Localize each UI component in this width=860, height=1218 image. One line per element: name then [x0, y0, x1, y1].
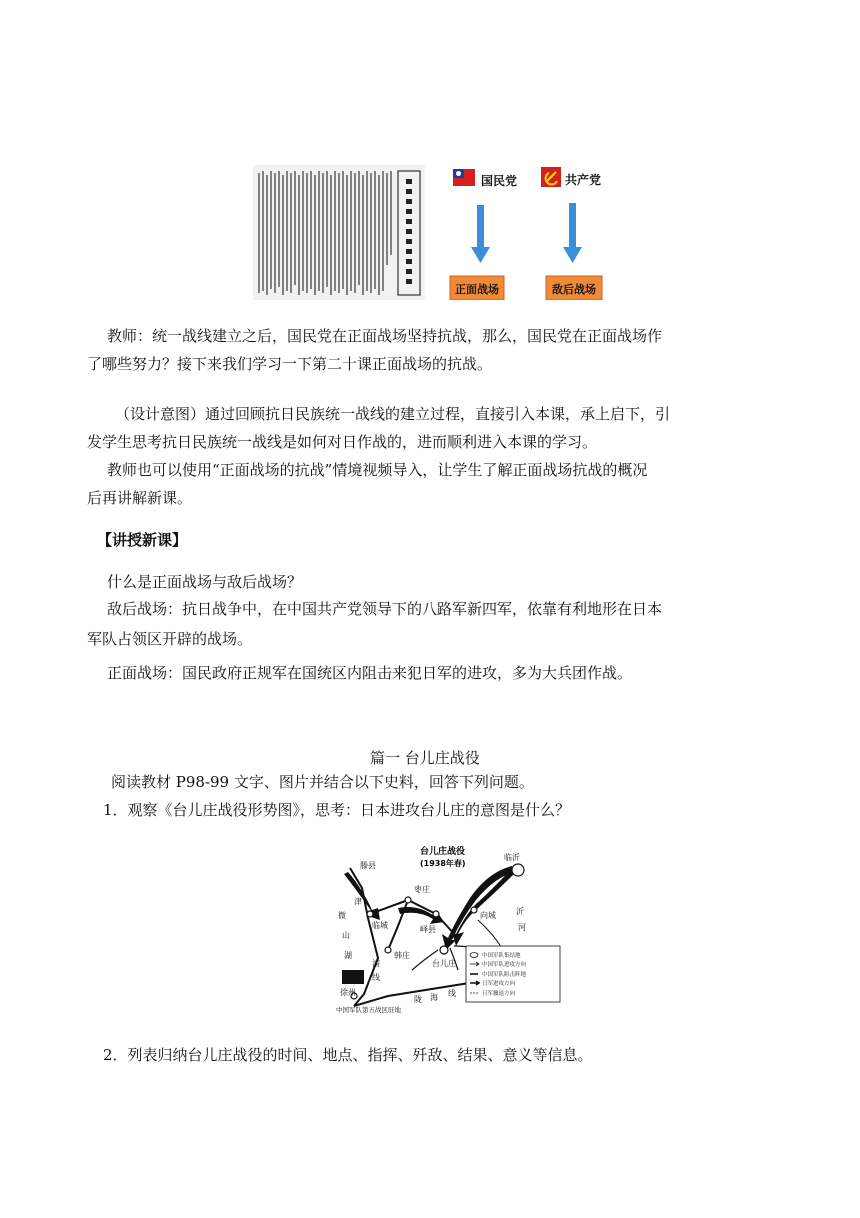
map-place-long: 陇	[414, 995, 422, 1004]
map-base-label: 中国军队第五战区驻地	[336, 1006, 401, 1014]
map-place-yi: 沂	[516, 907, 524, 916]
map-legend	[466, 946, 560, 1002]
rear-battlefield-line-2: 军队占领区开辟的战场。	[87, 630, 253, 648]
scanned-document-image	[253, 165, 425, 300]
legend-item-3: 中国军队阻击阵地	[482, 972, 527, 978]
map-subtitle: (1938年春)	[420, 859, 466, 868]
map-place-shan: 山	[342, 931, 350, 940]
front-battlefield-label: 正面战场	[455, 283, 499, 296]
design-line-2: 发学生思考抗日民族统一战线是如何对日作战的，进而顺利进入本课的学习。	[87, 433, 598, 451]
legend-item-4: 日军进攻方向	[482, 981, 516, 987]
part1-instruction: 阅读教材 P98-99 文字、图片并结合以下史料，回答下列问题。	[111, 773, 534, 791]
map-place-wei: 微	[338, 911, 346, 920]
rear-battlefield-label: 敌后战场	[552, 283, 596, 296]
front-battlefield-line: 正面战场：国民政府正规军在国统区内阻击来犯日军的进攻，多为大兵团作战。	[107, 664, 633, 682]
ccp-emblem-icon	[541, 167, 561, 187]
legend-item-1: 中国军队集结地	[482, 953, 521, 959]
map-place-xian2: 线	[448, 989, 456, 998]
map-place-xian: 线	[372, 973, 380, 982]
question-1: 1．观察《台儿庄战役形势图》，思考：日本进攻台儿庄的意图是什么？	[103, 801, 571, 819]
rear-battlefield-line-1: 敌后战场：抗日战争中，在中国共产党领导下的八路军新四军，依靠有利地形在日本	[107, 600, 663, 618]
taierzhuang-battle-map	[328, 838, 564, 1028]
concept-question: 什么是正面战场与敌后战场？	[107, 573, 303, 591]
map-title: 台儿庄战役	[420, 847, 466, 857]
map-place-taierzhuang: 台儿庄	[432, 959, 456, 968]
legend-item-5: 日军撤退方向	[482, 991, 516, 997]
map-place-hu: 湖	[344, 951, 352, 960]
map-place-linyi: 临沂	[504, 853, 520, 862]
map-place-he: 河	[518, 923, 526, 932]
map-place-hanzhuang: 韩庄	[394, 951, 410, 960]
united-front-figure	[253, 165, 613, 300]
map-place-yixian: 峄县	[420, 925, 436, 934]
ccp-label: 共产党	[565, 173, 602, 187]
map-place-xuzhou: 徐州	[340, 988, 356, 997]
map-place-tengxian: 滕县	[360, 861, 376, 870]
part1-title: 篇一 台儿庄战役	[370, 749, 480, 767]
map-place-zaozhuang: 枣庄	[414, 885, 430, 894]
kmt-arrow-icon	[471, 205, 490, 263]
map-place-hai: 海	[430, 993, 438, 1002]
design-line-1: （设计意图）通过回顾抗日民族统一战线的建立过程，直接引入本课，承上启下，引	[115, 405, 671, 423]
map-place-lincheng: 临城	[372, 921, 388, 930]
kmt-label: 国民党	[481, 174, 518, 188]
design-line-4: 后再讲解新课。	[87, 489, 193, 507]
question-2: 2．列表归纳台儿庄战役的时间、地点、指挥、歼敌、结果、意义等信息。	[103, 1046, 593, 1064]
map-place-pu: 浦	[372, 959, 380, 968]
base-flag-icon	[342, 970, 364, 984]
intro-line-2: 了哪些努力？接下来我们学习一下第二十课正面战场的抗战。	[87, 355, 493, 373]
legend-item-2: 中国军队进攻方向	[482, 962, 527, 968]
section-heading: 【讲授新课】	[97, 531, 188, 549]
intro-line-1: 教师：统一战线建立之后，国民党在正面战场坚持抗战，那么，国民党在正面战场作	[107, 327, 663, 345]
map-place-xiangcheng: 向城	[480, 911, 496, 920]
map-place-jin: 津	[354, 897, 362, 906]
kmt-flag-icon	[453, 169, 475, 186]
design-line-3: 教师也可以使用“正面战场的抗战”情境视频导入，让学生了解正面战场抗战的概况	[107, 461, 648, 479]
ccp-arrow-icon	[563, 203, 582, 263]
